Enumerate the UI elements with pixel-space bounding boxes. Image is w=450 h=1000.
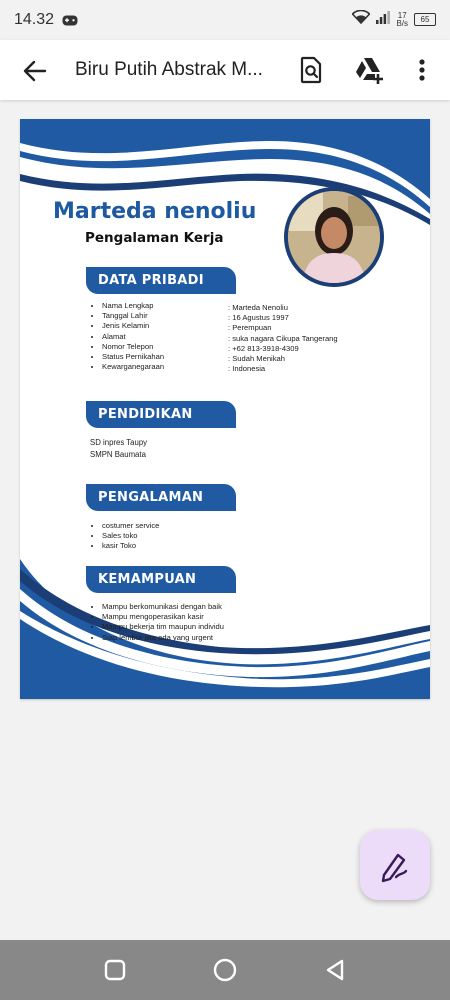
profile-photo (284, 187, 384, 287)
gamepad-icon (62, 13, 78, 31)
list-item: : suka nagara Cikupa Tangerang (228, 333, 338, 343)
navigation-bar (0, 940, 450, 1000)
list-item: • Mampu berkomunikasi dengan baik (102, 602, 224, 612)
list-item: • Jenis Kelamin (102, 321, 164, 331)
list-item: • Nama Lengkap (102, 301, 164, 311)
list-item: : Sudah Menikah (228, 354, 285, 364)
app-bar (0, 40, 450, 100)
list-item: • Nomor Telepon (102, 342, 164, 352)
list-item: : Indonesia (228, 364, 266, 374)
status-time: 14.32 (14, 11, 55, 28)
cv-subtitle: Pengalaman Kerja (85, 230, 224, 246)
list-item: : Marteda Nenoliu (228, 303, 288, 312)
section-heading-data-pribadi: DATA PRIBADI (86, 267, 236, 294)
find-in-page-icon[interactable] (296, 55, 326, 85)
list-item: • Mampu mengoperasikan kasir (102, 612, 224, 622)
battery-level: 65 (420, 15, 430, 24)
section-heading-pendidikan: PENDIDIKAN (86, 401, 236, 428)
list-item: • Alamat (102, 332, 164, 342)
back-triangle-icon[interactable] (323, 958, 347, 982)
list-item: : 16 Agustus 1997 (228, 313, 289, 323)
net-speed-value: 17 (397, 10, 407, 20)
list-item: • kasir Toko (102, 541, 159, 551)
section-heading-kemampuan: KEMAMPUAN (86, 566, 236, 593)
education-list (90, 437, 147, 461)
list-item: • Status Pernikahan (102, 352, 164, 362)
recents-square-icon[interactable] (103, 958, 127, 982)
list-item: • costumer service (102, 521, 159, 531)
battery-icon (414, 13, 436, 26)
list-item: • Mampu bekerja tim maupun individu (102, 622, 224, 632)
list-item: SMPN Baumata (90, 450, 146, 459)
more-vert-icon[interactable] (412, 55, 432, 85)
document-title: Biru Putih Abstrak M... (75, 59, 263, 80)
list-item: • Tanggal Lahir (102, 311, 164, 321)
cv-name: Marteda nenoliu (53, 199, 257, 224)
home-circle-icon[interactable] (213, 958, 237, 982)
document-page[interactable] (20, 119, 430, 699)
add-to-drive-icon[interactable] (354, 55, 386, 85)
experience-list (90, 521, 159, 552)
wifi-icon (352, 10, 370, 29)
skills-list (90, 602, 224, 643)
edit-pen-icon (360, 887, 430, 904)
personal-labels-list (90, 301, 164, 372)
edit-fab-button[interactable] (360, 830, 430, 900)
personal-values-list (228, 303, 338, 374)
list-item: • Sales toko (102, 531, 159, 541)
back-arrow-icon[interactable] (20, 56, 50, 86)
list-item: : +62 813-3918-4309 (228, 343, 299, 353)
net-speed (396, 12, 408, 28)
list-item: • Kewarganegaraan (102, 362, 164, 372)
net-speed-unit: B/s (396, 18, 408, 28)
list-item: SD inpres Taupy (90, 438, 148, 447)
list-item: : Perempuan (228, 323, 272, 333)
signal-icon (376, 11, 390, 29)
status-bar (0, 0, 450, 40)
list-item: • Siap lembur jika ada yang urgent (102, 633, 224, 643)
section-heading-pengalaman: PENGALAMAN (86, 484, 236, 511)
